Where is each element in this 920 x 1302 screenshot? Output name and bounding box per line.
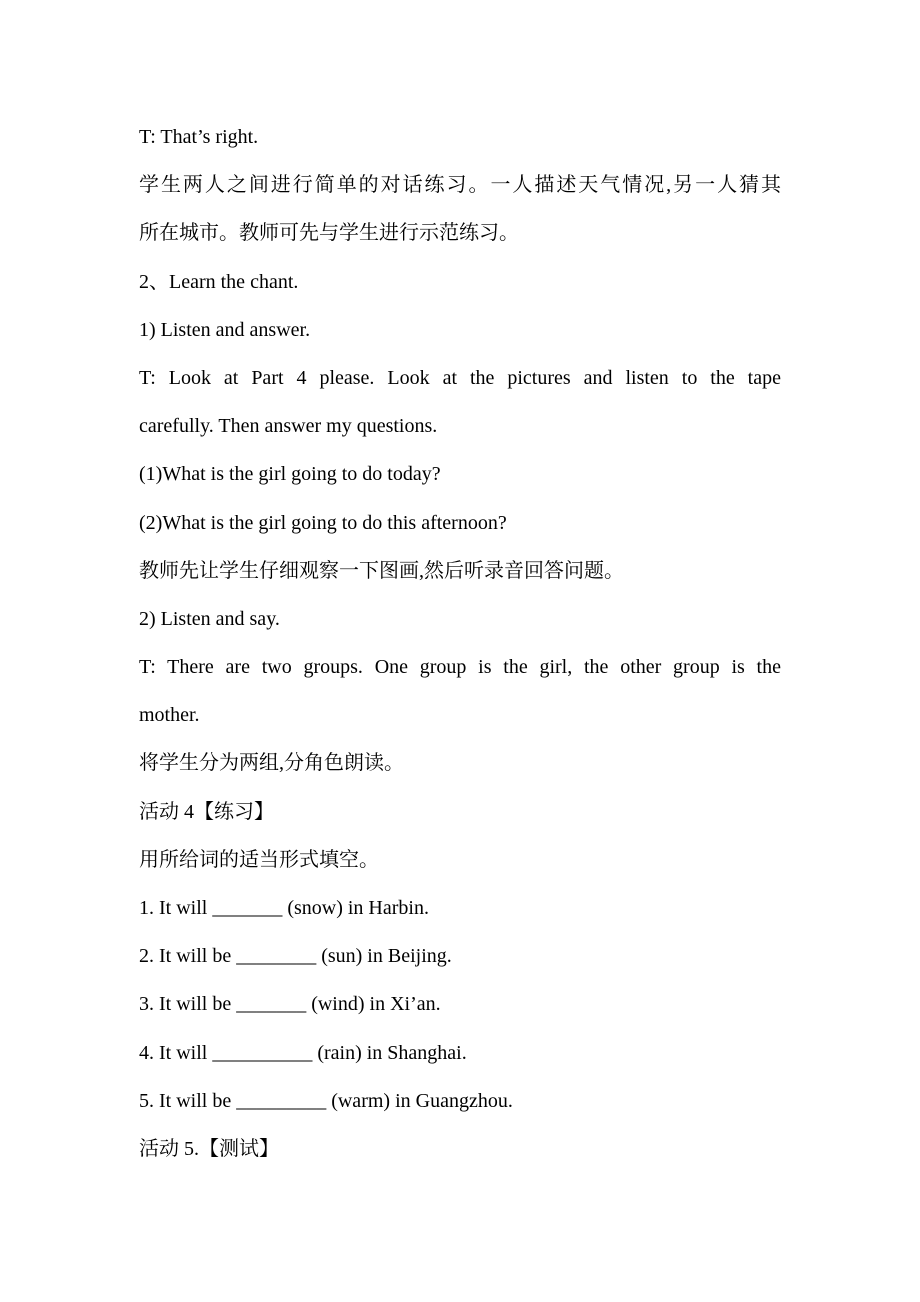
question: (1)What is the girl going to do today? [139, 463, 441, 486]
exercise-item: 5. It will be _________ (warm) in Guangzhou. [139, 1089, 513, 1112]
instruction-text: 所在城市。教师可先与学生进行示范练习。 [139, 222, 519, 245]
activity-heading: 活动 5.【测试】 [139, 1137, 279, 1160]
exercise-item: 4. It will __________ (rain) in Shanghai. [139, 1041, 467, 1064]
section-heading: 2、Learn the chant. [139, 270, 299, 293]
document-body [139, 113, 781, 1173]
dialogue-line: T: That’s right. [139, 126, 259, 148]
instruction-text: 教师先让学生仔细观察一下图画,然后听录音回答问题。 [139, 559, 624, 582]
question: (2)What is the girl going to do this afternoon? [139, 511, 507, 534]
subsection-heading: 2) Listen and say. [139, 607, 280, 630]
exercise-item: 1. It will _______ (snow) in Harbin. [139, 897, 429, 919]
dialogue-line: carefully. Then answer my questions. [139, 415, 438, 438]
exercise-item: 3. It will be _______ (wind) in Xi’an. [139, 993, 441, 1016]
dialogue-line: T: Look at Part 4 please. Look at the pictures and listen to the tape [139, 366, 781, 389]
instruction-text: 将学生分为两组,分角色朗读。 [139, 752, 404, 775]
dialogue-line: T: There are two groups. One group is the girl, the other group is the [139, 656, 781, 679]
subsection-heading: 1) Listen and answer. [139, 318, 311, 341]
dialogue-line: mother. [139, 704, 200, 727]
instruction-text: 学生两人之间进行简单的对话练习。一人描述天气情况,另一人猜其 [139, 174, 781, 197]
activity-heading: 活动 4【练习】 [139, 800, 274, 823]
exercise-instruction: 用所给词的适当形式填空。 [139, 848, 379, 871]
exercise-item: 2. It will be ________ (sun) in Beijing. [139, 945, 452, 968]
